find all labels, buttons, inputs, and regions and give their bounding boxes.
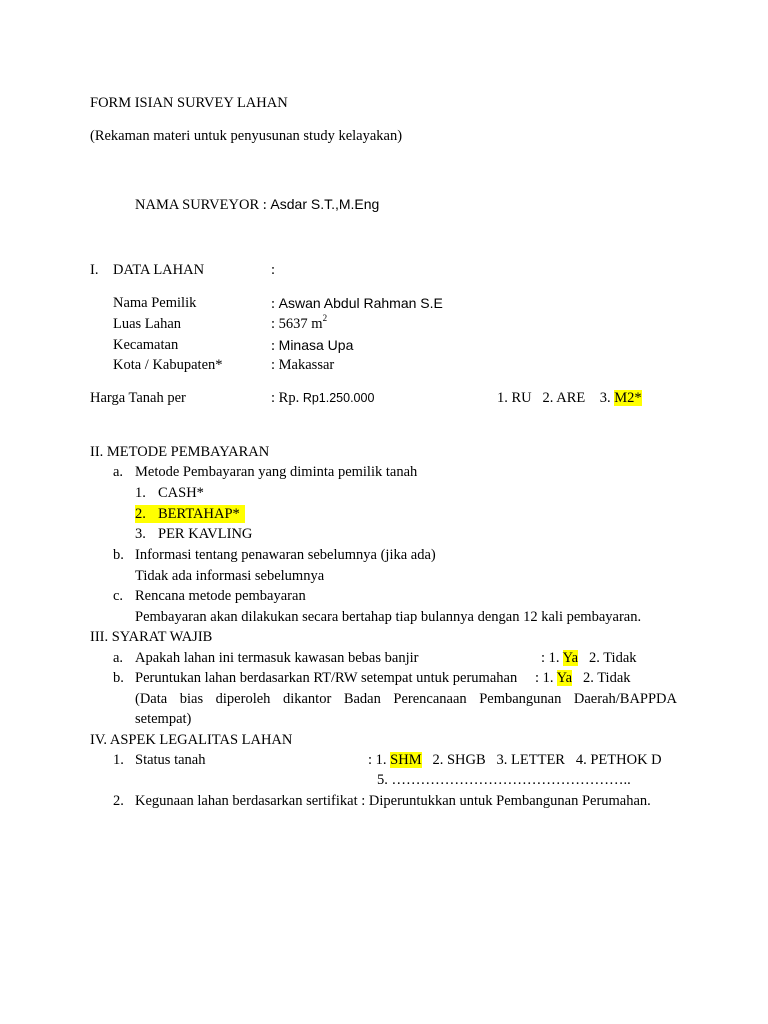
section1-title: DATA LAHAN (113, 262, 205, 278)
district-name: Minasa Upa (278, 337, 354, 353)
surveyor-line (135, 195, 379, 214)
section3-title: III. SYARAT WAJIB (90, 629, 213, 645)
row-label-nama-pemilik: Nama Pemilik (113, 295, 197, 311)
form-subtitle: (Rekaman materi untuk penyusunan study kelayakan) (90, 128, 403, 144)
row-value-luas-lahan (271, 315, 327, 333)
payment-method-question: Metode Pembayaran yang diminta pemilik tanah (135, 464, 418, 480)
unit-option-ru: 1. RU (497, 390, 532, 406)
answer-prefix: : 1. (535, 670, 557, 686)
item-marker-a: a. (113, 650, 124, 666)
area-unit-exponent: 2 (322, 313, 328, 324)
answer-ya-selected: Ya (562, 650, 579, 666)
option-bertahap-selected (135, 505, 245, 523)
section2-title: II. METODE PEMBAYARAN (90, 444, 270, 460)
flood-free-answer (541, 649, 637, 667)
previous-offer-question: Informasi tentang penawaran sebelumnya (jika ada) (135, 547, 436, 563)
price-label: Harga Tanah per (90, 390, 186, 406)
zoning-note-line1: (Data bias diperoleh dikantor Badan Perencanaan Pembangunan Daerah/BAPPDA (135, 691, 677, 707)
status-option-5-blank: 5. ………………………………………….. (377, 772, 631, 788)
land-status-options (368, 751, 662, 769)
option-bertahap-label: BERTAHAP* (158, 506, 240, 522)
section1-number: I. (90, 262, 99, 278)
price-prefix: : Rp. (271, 390, 303, 406)
option-per-kavling: PER KAVLING (158, 526, 253, 542)
section1-colon: : (271, 262, 276, 278)
payment-plan-question: Rencana metode pembayaran (135, 588, 306, 604)
unit-option-m2-selected: M2* (614, 390, 642, 406)
item-number: 1. (113, 752, 124, 768)
surveyor-label: NAMA SURVEYOR : (135, 197, 271, 213)
unit-option-m2-number: 3. (599, 390, 615, 406)
item-marker-b: b. (113, 670, 124, 686)
option-number: 2. (135, 506, 146, 522)
surveyor-value: Asdar S.T.,M.Eng (270, 196, 380, 212)
row-colon: : (271, 338, 279, 354)
owner-name: Aswan Abdul Rahman S.E (278, 295, 443, 311)
answer-tidak: 2. Tidak (588, 650, 637, 666)
status-shm-selected: SHM (390, 752, 422, 768)
item-marker-c: c. (113, 588, 124, 604)
form-title: FORM ISIAN SURVEY LAHAN (90, 95, 288, 111)
zoning-note-line2: setempat) (135, 711, 192, 727)
unit-option-are: 2. ARE (542, 390, 586, 406)
item-marker-b: b. (113, 547, 124, 563)
item-number: 2. (113, 793, 124, 809)
row-value-kecamatan (271, 336, 353, 355)
answer-prefix: : 1. (541, 650, 563, 666)
option-number: 3. (135, 526, 146, 542)
option-number: 1. (135, 485, 146, 501)
row-value-kota (271, 356, 334, 374)
zoning-answer (535, 669, 631, 687)
row-label-kota: Kota / Kabupaten* (113, 357, 223, 373)
payment-plan-answer: Pembayaran akan dilakukan secara bertahap tiap bulannya dengan 12 kali pembayaran. (135, 609, 642, 625)
certificate-usage: Kegunaan lahan berdasarkan sertifikat : Diperuntukkan untuk Pembangunan Perumahan. (135, 793, 651, 809)
answer-ya-selected: Ya (556, 670, 573, 686)
price-value-line (271, 389, 374, 407)
row-value-nama-pemilik (271, 294, 443, 313)
status-other-options: 2. SHGB 3. LETTER 4. PETHOK D (432, 752, 662, 768)
item-marker-a: a. (113, 464, 124, 480)
flood-free-question: Apakah lahan ini termasuk kawasan bebas banjir (135, 650, 419, 666)
answer-prefix: : 1. (368, 752, 391, 768)
answer-tidak: 2. Tidak (582, 670, 631, 686)
land-status-label: Status tanah (135, 752, 206, 768)
option-cash: CASH* (158, 485, 204, 501)
previous-offer-answer: Tidak ada informasi sebelumnya (135, 568, 325, 584)
price-value: Rp1.250.000 (302, 391, 375, 405)
price-unit-options (497, 389, 642, 407)
city-name: Makassar (278, 357, 335, 373)
land-area: 5637 m (278, 316, 323, 332)
zoning-question: Peruntukan lahan berdasarkan RT/RW setempat untuk perumahan (135, 670, 518, 686)
row-label-luas-lahan: Luas Lahan (113, 316, 182, 332)
row-colon: : (271, 296, 279, 312)
row-colon: : (271, 357, 279, 373)
section4-title: IV. ASPEK LEGALITAS LAHAN (90, 732, 293, 748)
row-label-kecamatan: Kecamatan (113, 337, 179, 353)
row-colon: : (271, 316, 279, 332)
